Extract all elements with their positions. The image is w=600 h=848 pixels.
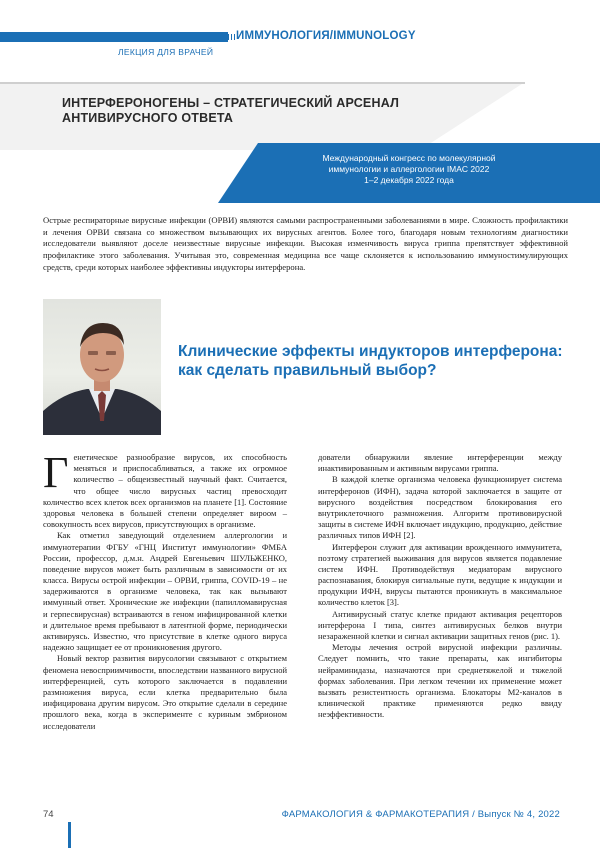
congress-line-3: 1–2 декабря 2022 года bbox=[364, 175, 454, 185]
congress-info bbox=[258, 153, 560, 186]
left-paragraph-1-text: енетическое разнообразие вирусов, их способность меняться и приспосабливаться, а также их огромное количество – общеизвестный научный факт. Считается, что общее число вирусных частиц превосходит количество всех клеток всех организмов на планете [1]. Состояние здоровья человека в большей степени определяет вироом – совокупность всех вирусов, присутствующих в организме. bbox=[43, 452, 287, 530]
rubric-label: ЛЕКЦИЯ ДЛЯ ВРАЧЕЙ bbox=[118, 47, 214, 57]
journal-name: ФАРМАКОЛОГИЯ & ФАРМАКОТЕРАПИЯ / Выпуск № 4, 2022 bbox=[281, 809, 560, 820]
congress-line-2: иммунологии и аллергологии IMAC 2022 bbox=[328, 164, 490, 174]
right-paragraph-3: Антивирусный статус клетке придают активация рецепторов интерферона I типа, синтез антивирусных белков внутри незараженной клетки и сигнал активации защитных генов (рис. 1). bbox=[318, 608, 562, 641]
right-paragraph-4: Методы лечения острой вирусной инфекции различны. Следует помнить, что такие препараты, как ингибиторы нейраминидазы, назначаются при среднетяжелой и тяжелой формах заболевания. При легком течении их применение может вызвать резистентность организма. Блокаторы М2-каналов в клинической практике применяются редко ввиду неэффективности. bbox=[318, 642, 562, 720]
section-title: ИММУНОЛОГИЯ/IMMUNOLOGY bbox=[236, 30, 416, 42]
article-title: ИНТЕРФЕРОНОГЕНЫ – СТРАТЕГИЧЕСКИЙ АРСЕНАЛ АНТИВИРУСНОГО ОТВЕТА bbox=[62, 96, 400, 125]
left-paragraph-2: Как отметил заведующий отделением аллергологии и иммунотерапии ФГБУ «ГНЦ Институт иммунологии» ФМБА России, профессор, д.м.н. Андрей Евгеньевич ШУЛЬЖЕНКО, поведение вирусов может быть различным в зависимости от их класса. Вирусы острой инфекции – ОРВИ, гриппа, COVID-19 – не задерживаются в организме человека, так как вызывают иммунный ответ. Хронические же инфекции (папилломавирусная и герпесвирусная) встраиваются в геном инфицированной клетки и длительное время пребывают в латентной форме, периодически активируясь. Известно, что присутствие в клетке одного вируса надежно защищает ее от проникновения другого. bbox=[43, 530, 287, 653]
title-rule bbox=[0, 82, 525, 84]
right-column bbox=[318, 452, 562, 721]
header-accent-bar bbox=[0, 32, 228, 42]
drop-cap: Г bbox=[43, 448, 69, 497]
heading-line-2: как сделать правильный выбор? bbox=[178, 362, 437, 379]
author-photo bbox=[43, 299, 161, 435]
left-paragraph-3: Новый вектор развития вирусологии связывают с открытием феномена невосприимчивости, впоследствии названного вирусной интерференцией, суть которого заключается в подавлении размножения вируса, если клетка предварительно была инфицирована другим вирусом. Это открытие сделали в середине прошлого века, когда в эксперименте с куриным эмбрионом исследователи bbox=[43, 653, 287, 731]
footer-rule bbox=[68, 822, 71, 848]
header-dots bbox=[228, 34, 236, 40]
left-column bbox=[43, 448, 287, 732]
page-number: 74 bbox=[43, 809, 54, 820]
left-paragraph-1 bbox=[43, 448, 287, 530]
article-heading bbox=[178, 342, 588, 380]
abstract: Острые респираторные вирусные инфекции (ОРВИ) являются самыми распространенными заболеваниями в мире. Сложность профилактики и лечения ОРВИ связана со множеством вызывающих их вирусных агентов. Более того, благодаря новым технологиям диагностики исследователи выявляют доселе неизвестные вирусные инфекции. Высокая изменчивость вируса гриппа препятствует эффективной профилактике этого заболевания. Учитывая это, современная медицина все чаще склоняется к использованию иммуностимулирующих средств, среди которых наиболее эффективны индукторы интерферона. bbox=[43, 215, 568, 272]
congress-line-1: Международный конгресс по молекулярной bbox=[322, 153, 496, 163]
right-paragraph-0: дователи обнаружили явление интерференции между инактивированным и активным вирусами гриппа. bbox=[318, 452, 562, 474]
heading-line-1: Клинические эффекты индукторов интерферона: bbox=[178, 343, 563, 360]
right-paragraph-1: В каждой клетке организма человека функционирует система интерферонов (ИФН), задача которой заключается в защите от вирусного воздействия посредством блокирования его внутриклеточного размножения. Алгоритм противовирусной защиты в системе ИФН включает индукцию, продукцию, действие различных типов ИФН [2]. bbox=[318, 474, 562, 541]
right-paragraph-2: Интерферон служит для активации врожденного иммунитета, поэтому стратегией выживания для вирусов является подавление систем ИФН. Противодействуя медиаторам вирусного распознавания, блокируя сигнальные пути, ведущие к индукции и продукции ИФН, вирусы пытаются проникнуть в максимальное количество клеток [3]. bbox=[318, 541, 562, 608]
